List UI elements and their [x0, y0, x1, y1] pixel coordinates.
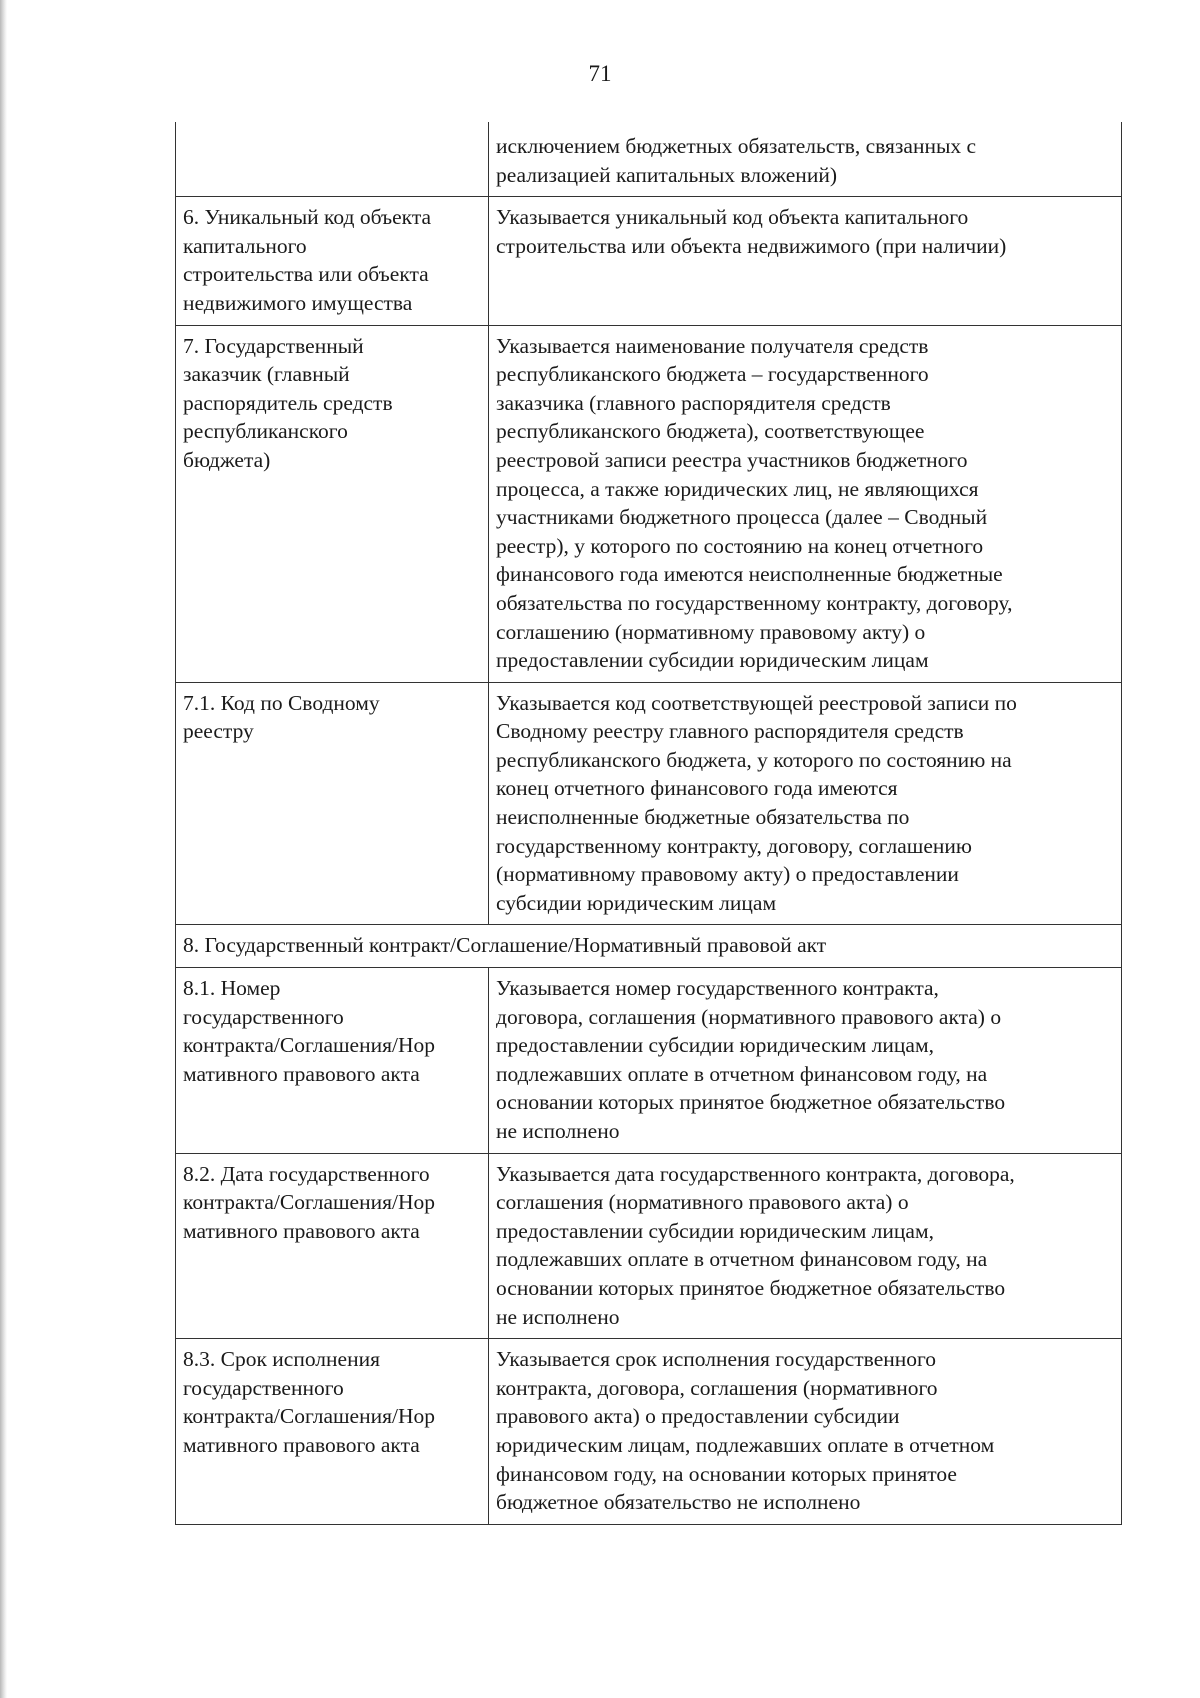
row-description: Указывается номер государственного контракта, договора, соглашения (нормативного правового акта) о предоставлении субсидии юридическим лицам, подлежавших оплате в отчетном финансовом году, на основании которых принятое бюджетное обязательство не исполнено: [496, 976, 1006, 1143]
row-description-cell: [489, 122, 1122, 197]
row-label-cell: [176, 325, 489, 682]
table-section-row: [176, 925, 1122, 968]
row-label: 6. Уникальный код объекта капитального строительства или объекта недвижимого имущества: [183, 205, 432, 315]
row-description-cell: [489, 682, 1122, 925]
table-row: [176, 197, 1122, 325]
row-label: 8.2. Дата государственного контракта/Соглашения/Нор мативного правового акта: [183, 1161, 435, 1243]
row-label: 8.1. Номер государственного контракта/Соглашения/Нор мативного правового акта: [183, 976, 435, 1086]
row-description: исключением бюджетных обязательств, связанных с реализацией капитальных вложений): [496, 134, 977, 187]
scan-edge-shadow: [0, 0, 7, 1698]
row-description: Указывается наименование получателя средств республиканского бюджета – государственного заказчика (главного распорядителя средств республиканского бюджета), соответствующее реестровой записи реестра участников бюджетного процесса, а также юридических лиц, не являющихся участниками бюджетного процесса (далее – Сводный реестр), у которого по состоянию на конец отчетного финансового года имеются неисполненные бюджетные обязательства по государственному контракту, договору, соглашению (нормативному правовому акту) о предоставлении субсидии юридическим лицам: [496, 333, 1013, 673]
section-heading-cell: [176, 925, 1122, 968]
row-label-cell: [176, 968, 489, 1154]
row-label: 7.1. Код по Сводному реестру: [183, 690, 380, 744]
row-label: 7. Государственный заказчик (главный распорядитель средств республиканского бюджета): [183, 333, 393, 472]
page-number: 71: [588, 61, 612, 86]
row-description-cell: [489, 1339, 1122, 1525]
row-label-cell: [176, 682, 489, 925]
row-label-cell: [176, 1339, 489, 1525]
row-description-cell: [489, 968, 1122, 1154]
row-label-cell: [176, 122, 489, 197]
row-description: Указывается код соответствующей реестровой записи по Сводному реестру главного распорядителя средств республиканского бюджета, у которого по состоянию на конец отчетного финансового года имеются неисполненные бюджетные обязательства по государственному контракту, договору, соглашению (нормативному правовому акту) о предоставлении субсидии юридическим лицам: [496, 690, 1017, 915]
row-description: Указывается уникальный код объекта капитального строительства или объекта недвижимого (при наличии): [496, 205, 1007, 258]
table-row: [176, 325, 1122, 682]
row-description: Указывается срок исполнения государственного контракта, договора, соглашения (нормативного правового акта) о предоставлении субсидии юридическим лицам, подлежавших оплате в отчетном финансовом году, на основании которых принятое бюджетное обязательство не исполнено: [496, 1347, 995, 1515]
row-label: 8.3. Срок исполнения государственного контракта/Соглашения/Нор мативного правового акта: [183, 1347, 435, 1457]
table-row: [176, 682, 1122, 925]
document-table: [175, 122, 1122, 1525]
table-row: [176, 968, 1122, 1154]
table-row: [176, 122, 1122, 197]
row-label-cell: [176, 197, 489, 325]
row-description: Указывается дата государственного контракта, договора, соглашения (нормативного правового акта) о предоставлении субсидии юридическим лицам, подлежавших оплате в отчетном финансовом году, на основании которых принятое бюджетное обязательство не исполнено: [496, 1161, 1015, 1329]
section-heading: 8. Государственный контракт/Соглашение/Нормативный правовой акт: [183, 933, 827, 958]
table-row: [176, 1153, 1122, 1339]
row-description-cell: [489, 1153, 1122, 1339]
table-row: [176, 1339, 1122, 1525]
row-description-cell: [489, 197, 1122, 325]
row-description-cell: [489, 325, 1122, 682]
row-label-cell: [176, 1153, 489, 1339]
